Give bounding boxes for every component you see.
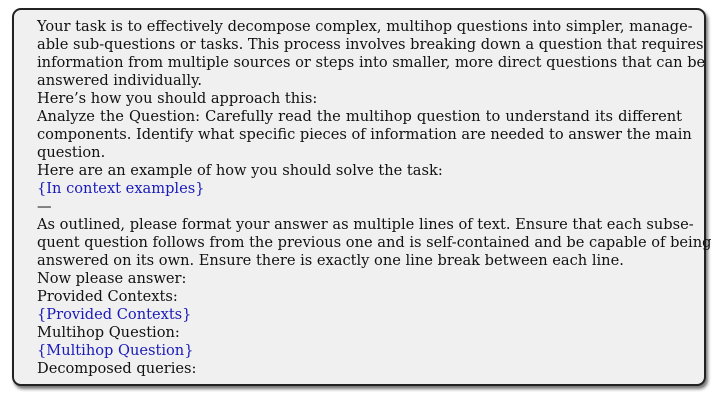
- format-paragraph: [37, 216, 712, 270]
- format-line-2: quent question follows from the previous one and is self-contained and be capable of being: [37, 234, 712, 251]
- approach-heading: Here’s how you should approach this:: [37, 90, 318, 107]
- contexts-label: Provided Contexts:: [37, 288, 178, 305]
- analyze-line-2: components. Identify what specific pieces of information are needed to answer the main: [37, 126, 692, 143]
- intro-paragraph: [37, 18, 706, 90]
- in-context-examples-placeholder: {In context examples}: [37, 180, 205, 197]
- format-line-3: answered on its own. Ensure there is exactly one line break between each line.: [37, 252, 624, 269]
- separator-dash: —: [37, 198, 52, 215]
- analyze-line-3: question.: [37, 144, 106, 161]
- format-line-1: As outlined, please format your answer as multiple lines of text. Ensure that each subse-: [37, 216, 694, 233]
- intro-line-4: answered individually.: [37, 72, 203, 89]
- example-heading: Here are an example of how you should solve the task:: [37, 162, 443, 179]
- output-label: Decomposed queries:: [37, 360, 197, 377]
- intro-line-3: information from multiple sources or steps into smaller, more direct questions that can be: [37, 54, 706, 71]
- prompt-template-box: [12, 8, 712, 386]
- intro-line-1: Your task is to effectively decompose complex, multihop questions into simpler, manage-: [37, 18, 693, 35]
- multihop-question-placeholder: {Multihop Question}: [37, 342, 194, 359]
- question-label: Multihop Question:: [37, 324, 180, 341]
- provided-contexts-placeholder: {Provided Contexts}: [37, 306, 192, 323]
- answer-prompt: Now please answer:: [37, 270, 187, 287]
- analyze-line-1: Analyze the Question: Carefully read the multihop question to understand its different: [37, 108, 682, 125]
- intro-line-2: able sub-questions or tasks. This process involves breaking down a question that requires: [37, 36, 704, 53]
- analyze-paragraph: [37, 108, 692, 162]
